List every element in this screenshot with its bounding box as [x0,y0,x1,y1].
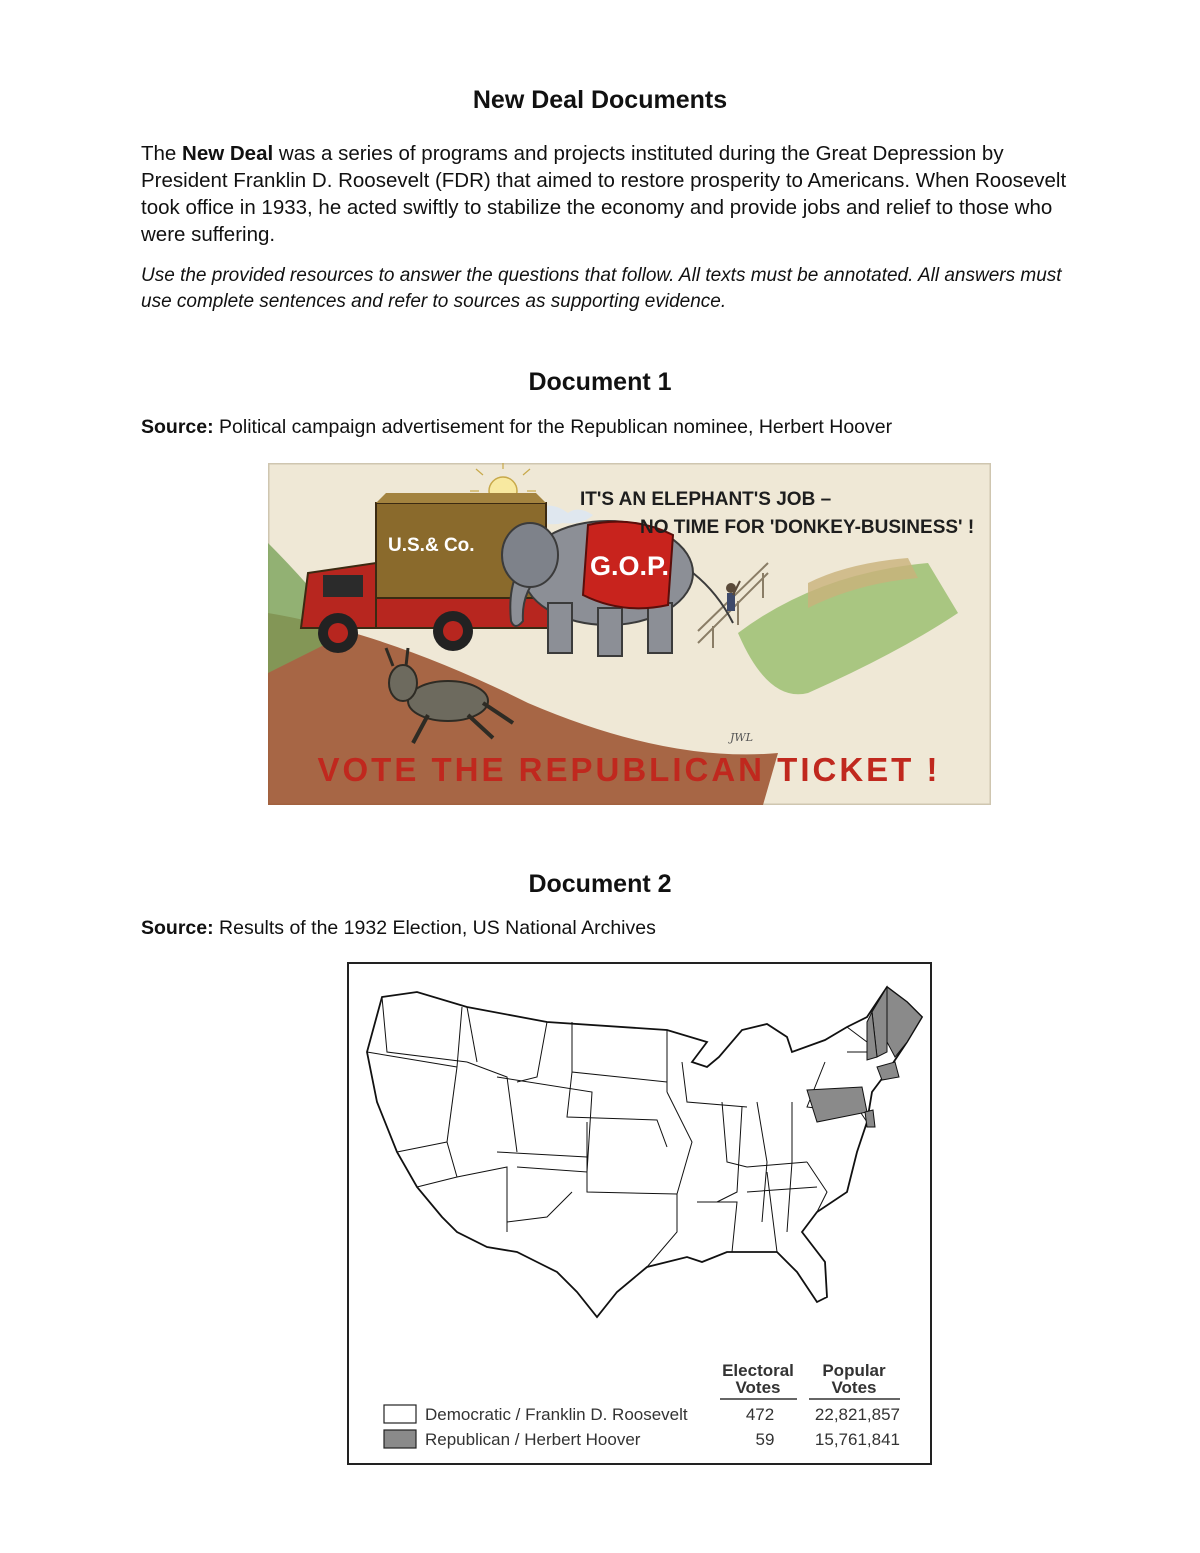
document-1-heading: Document 1 [528,368,672,396]
legend-popular-republican: 15,761,841 [814,1430,900,1449]
legend-electoral-republican: 59 [755,1430,775,1449]
artist-signature: JWL [730,731,754,744]
document-2-source-text: Results of the 1932 Election, US National Archives [213,917,656,939]
campaign-poster [268,463,991,805]
document-1-source-label: Source: [141,416,214,438]
legend-col-electoral-2: Votes [735,1378,781,1397]
document-1-source [141,416,892,439]
legend-col-popular-2: Votes [831,1378,877,1397]
document-1-source-text: Political campaign advertisement for the Republican nominee, Herbert Hoover [213,416,893,438]
election-map-1932 [347,962,932,1465]
legend-col-electoral-1: Electoral [722,1361,794,1380]
document-2-source-label: Source: [141,917,214,939]
legend-swatch-republican [384,1430,416,1448]
legend-swatch-democratic [384,1405,416,1423]
poster-headline-2: NO TIME FOR 'DONKEY-BUSINESS' ! [640,517,975,538]
legend-party-democratic: Democratic / Franklin D. Roosevelt [425,1405,688,1424]
intro-rest: was a series of programs and projects instituted during the Great Depression by President Franklin D. Roosevelt (FDR) that aimed to restore prosperity to Americans. When Roosevelt took office in 1933, he acted swiftly to stabilize the economy and provide jobs and relief to those who were suffering. [141,142,1067,246]
legend-popular-democratic: 22,821,857 [814,1405,900,1424]
intro-lead: The [141,142,183,165]
intro-bold-term: New Deal [182,142,274,165]
legend-col-popular-1: Popular [822,1361,886,1380]
poster-footer: VOTE THE REPUBLICAN TICKET ! [317,751,941,788]
truck-label: U.S.& Co. [388,535,475,556]
gop-label: G.O.P. [590,551,670,581]
legend-electoral-democratic: 472 [745,1405,775,1424]
poster-headline-1: IT'S AN ELEPHANT'S JOB – [580,489,832,510]
document-2-source [141,917,656,940]
intro-paragraph [141,140,1071,248]
document-2-heading: Document 2 [528,870,672,898]
instructions: Use the provided resources to answer the questions that follow. All texts must be annotated. All answers must use complete sentences and refer to sources as supporting evidence. [141,265,1062,312]
legend-party-republican: Republican / Herbert Hoover [425,1430,641,1449]
page-title: New Deal Documents [472,86,728,114]
